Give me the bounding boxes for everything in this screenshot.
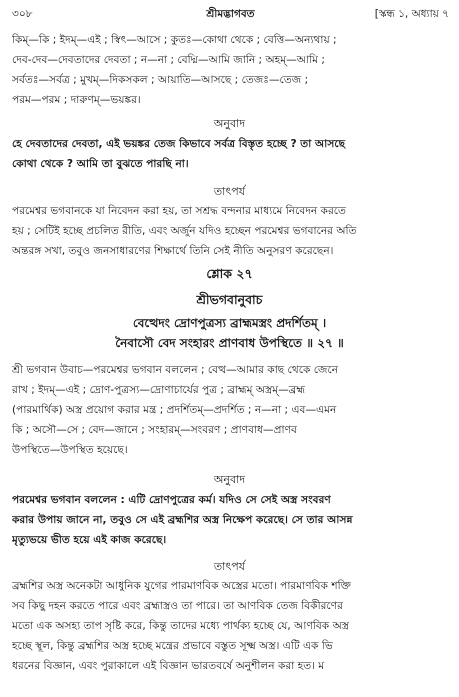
purport-heading: তাৎপর্য <box>213 185 246 198</box>
verse-line: নৈবাসৌ বেদ সংহারং প্রাণবাধ উপস্থিতে ॥ ২৭ ॥ <box>115 336 344 350</box>
translation-text <box>12 134 449 174</box>
verse-line: বেত্থেদং দ্রোণপুত্রস্য ব্রাহ্মমস্ত্রং প্রদর্শিতম্ । <box>132 316 327 330</box>
shloka-heading: শ্লোক ২৭ <box>206 266 253 281</box>
synonym-line: কিম্—কি ; ইদম্—এই ; স্বিৎ—আসে ; কুতঃ—কোথা থেকে ; বেত্তি—অন্যথায় ; <box>12 34 337 46</box>
purport-line: মতো এক অসহ্য তাপ সৃষ্টি করে, কিন্তু তাদের মধ্যে পার্থক্য হচ্ছে যে, আণবিক অস্ত্র <box>12 620 350 632</box>
purport-line: ব্রহ্মশির অস্ত্র অনেকটা আধুনিক যুগের পারমাণবিক অস্ত্রের মতো। পারমাণবিক শক্তি <box>12 580 351 592</box>
translation-heading: অনুবাদ <box>213 117 246 130</box>
chapter-reference: [স্কন্ধ ১, অধ্যায় ৭ <box>374 8 449 20</box>
translation-text <box>12 490 449 550</box>
book-title: শ্রীমদ্ভাগবত <box>206 8 255 20</box>
purport-line: হচ্ছে স্থূল, কিন্তু ব্রহ্মশির অস্ত্র হচ্ছে মন্ত্রের প্রভাবে বস্তুত সূক্ষ্ম অস্ত্র। এটি এক ভি <box>12 640 333 652</box>
purport-heading: তাৎপর্য <box>213 560 246 573</box>
synonym-line: সর্বতঃ—সর্বত্র ; মুখম্—দিকসকল ; আয়াতি—আসছে ; তেজঃ—তেজ ; <box>12 74 309 86</box>
purport-line: ধরনের বিজ্ঞান, এবং পুরাকালে এই বিজ্ঞান ভারতবর্ষে অনুশীলন করা হত। ম <box>12 660 325 672</box>
synonym-line: কি ; অসৌ—সে ; বেদ—জানে ; সংহারম্—সংবরণ ; প্রাণবাধ—প্রাণব <box>12 424 297 436</box>
purport-line: সব কিছু দহন করতে পারে এবং ব্রহ্মাস্ত্রও তা পারে। তা আণবিক তেজ বিকীরণের <box>12 600 343 612</box>
synonym-line: রাখ ; ইদম্—এই ; দ্রোণ-পুত্রস্য—দ্রোণাচার্যের পুত্র ; ব্রাহ্মম্ অস্ত্রম্—ব্রহ্ম <box>12 384 305 396</box>
translation-line: কোথা থেকে ? আমি তা বুঝতে পারছি না। <box>12 158 189 170</box>
purport-line: অন্তরঙ্গ সখা, তবুও জনসাধারণের শিক্ষার্থে তিনি সেই নীতি অনুসরণ করেছেন। <box>12 245 334 257</box>
synonym-line: পরম—পরম ; দারুণম্—ভয়ঙ্কর। <box>12 94 141 106</box>
purport-line: হয় ; সেটিই হচ্ছে প্রচলিত রীতি, এবং অর্জুন যদিও হচ্ছেন পরমেশ্বর ভগবানের অতি <box>12 225 357 237</box>
purport-text <box>12 576 449 676</box>
translation-line: করার উপায় জানে না, তবুও সে এই ব্রহ্মশির অস্ত্র নিক্ষেপ করেছে। সে তার আসন্ন <box>12 514 353 526</box>
translation-line: পরমেশ্বর ভগবান বললেন : এটি দ্রোণপুত্রের কর্ম। যদিও সে সেই অস্ত্র সংবরণ <box>12 494 331 506</box>
synonym-line: উপস্থিতে—উপস্থিত হয়েছে। <box>12 444 128 456</box>
synonyms-block <box>12 360 449 460</box>
purport-text <box>12 201 449 261</box>
translation-line: মৃত্যুভয়ে ভীত হয়ে এই কাজ করেছে। <box>12 534 167 546</box>
translation-heading: অনুবাদ <box>213 473 246 486</box>
verse-text <box>0 313 459 353</box>
synonym-line: শ্রী ভগবান উবাচ—পরমেশ্বর ভগবান বললেন ; বেত্থ—আমার কাছ থেকে জেনে <box>12 364 339 376</box>
synonym-line: দেব-দেব—দেবতাদের দেবতা ; ন—না ; বেদ্মি—আমি জানি ; অহম্—আমি ; <box>12 54 325 66</box>
synonym-line: (পারমার্থিক) অস্ত্র প্রয়োগ করার মন্ত্র ; প্রদর্শিতম্—প্রদর্শিত ; ন—না ; এব—এমন <box>12 404 337 416</box>
synonyms-block <box>12 30 449 110</box>
purport-line: পরমেশ্বর ভগবানকে যা নিবেদন করা হয়, তা সশ্রদ্ধ বন্দনার মাধ্যমে নিবেদন করতে <box>12 205 346 217</box>
translation-line: হে দেবতাদের দেবতা, এই ভয়ঙ্কর তেজ কিভাবে সর্বত্র বিস্তৃত হচ্ছে ? তা আসছে <box>12 138 346 150</box>
page-header <box>12 6 449 22</box>
speaker-line: শ্রীভগবানুবাচ <box>196 292 263 307</box>
page-number: ৩০৮ <box>12 8 33 20</box>
